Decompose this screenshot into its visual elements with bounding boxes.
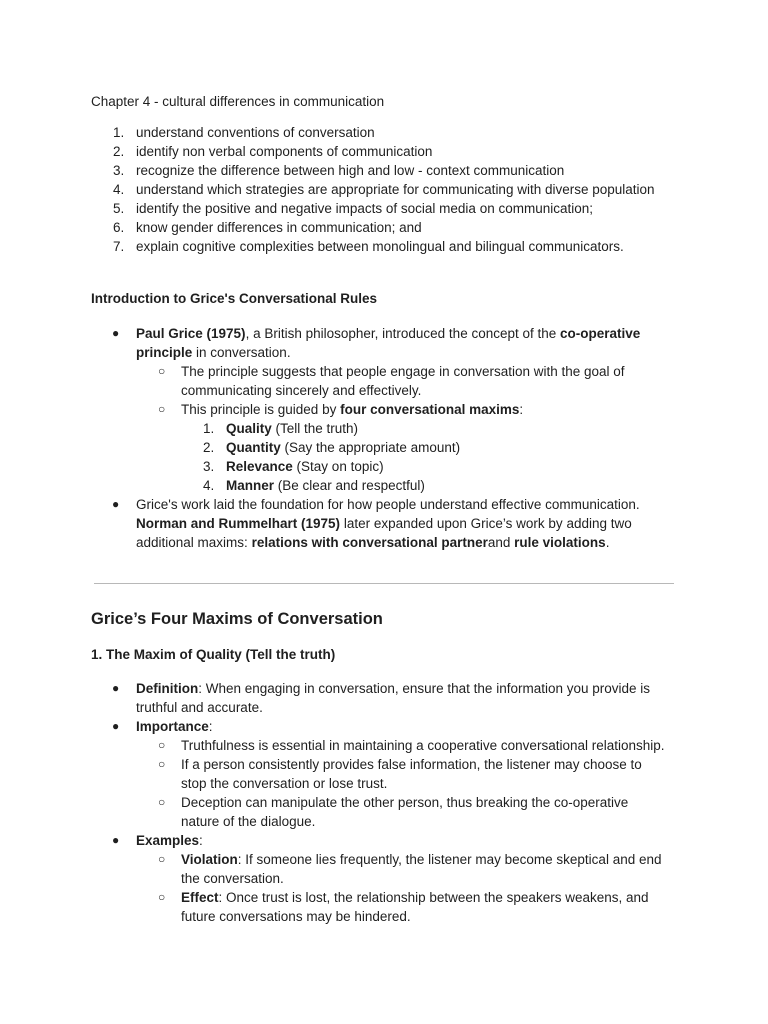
- work-bullet: ● Grice's work laid the foundation for how people understand effective communication. Norman and Rummelhart (1975) later expanded upon Grice’s work by adding two additional maxims: relations with conversational partnerand rule violations.: [112, 497, 640, 550]
- maxims-sub-bullet: ○ This principle is guided by four conversational maxims:: [158, 402, 524, 417]
- list-item: 2. identify non verbal components of communication: [113, 144, 433, 159]
- bullet-dot-icon: ●: [112, 719, 120, 733]
- section-divider: [94, 583, 674, 584]
- quality-bullets: [91, 679, 691, 926]
- list-item: 4. understand which strategies are appropriate for communicating with diverse population: [113, 182, 655, 197]
- bullet-circle-icon: ○: [158, 402, 166, 416]
- maxim-item: 2. Quantity (Say the appropriate amount): [203, 440, 461, 455]
- chapter-title: Chapter 4 - cultural differences in communication: [91, 94, 385, 109]
- list-item: 1. understand conventions of conversation: [113, 125, 375, 140]
- importance-item: ○ Truthfulness is essential in maintaining a cooperative conversational relationship.: [158, 738, 665, 753]
- bullet-dot-icon: ●: [112, 681, 120, 695]
- violation-item: ○ Violation: If someone lies frequently, the listener may become skeptical and end the conversation.: [158, 852, 662, 886]
- maxim-item: 1. Quality (Tell the truth): [203, 421, 359, 436]
- bullet-dot-icon: ●: [112, 833, 120, 847]
- intro-bullets: [91, 324, 691, 552]
- bullet-circle-icon: ○: [158, 738, 166, 752]
- principle-sub-bullet: ○ The principle suggests that people engage in conversation with the goal of communicating sincerely and effectively.: [158, 364, 625, 398]
- grice-bullet: ● Paul Grice (1975), a British philosopher, introduced the concept of the co-operative principle in conversation.: [112, 326, 641, 360]
- maxims-section: [91, 608, 691, 926]
- definition-bullet: ● Definition: When engaging in conversation, ensure that the information you provide is truthful and accurate.: [112, 681, 651, 715]
- importance-item: ○ Deception can manipulate the other person, thus breaking the co-operative nature of the dialogue.: [158, 795, 629, 829]
- intro-heading: Introduction to Grice's Conversational Rules: [91, 291, 378, 306]
- objectives-list: [91, 123, 691, 256]
- bullet-dot-icon: ●: [112, 326, 120, 340]
- document-page: [91, 92, 691, 552]
- bullet-dot-icon: ●: [112, 497, 120, 511]
- examples-bullet: ● Examples:: [112, 833, 203, 848]
- importance-bullet: ● Importance:: [112, 719, 213, 734]
- maxim-item: 4. Manner (Be clear and respectful): [203, 478, 425, 493]
- maxims-heading: Grice’s Four Maxims of Conversation: [91, 610, 383, 628]
- list-item: 3. recognize the difference between high and low - context communication: [113, 163, 565, 178]
- bullet-circle-icon: ○: [158, 364, 166, 378]
- bullet-circle-icon: ○: [158, 757, 166, 771]
- maxim-item: 3. Relevance (Stay on topic): [203, 459, 384, 474]
- bullet-circle-icon: ○: [158, 795, 166, 809]
- effect-item: ○ Effect: Once trust is lost, the relationship between the speakers weakens, and future conversations may be hindered.: [158, 890, 649, 924]
- importance-item: ○ If a person consistently provides false information, the listener may choose to stop the conversation or lose trust.: [158, 757, 642, 791]
- quality-heading: 1. The Maxim of Quality (Tell the truth): [91, 647, 336, 662]
- list-item: 5. identify the positive and negative impacts of social media on communication;: [113, 201, 593, 216]
- bullet-circle-icon: ○: [158, 852, 166, 866]
- bullet-circle-icon: ○: [158, 890, 166, 904]
- list-item: 6. know gender differences in communication; and: [113, 220, 422, 235]
- list-item: 7. explain cognitive complexities between monolingual and bilingual communicators.: [113, 239, 624, 254]
